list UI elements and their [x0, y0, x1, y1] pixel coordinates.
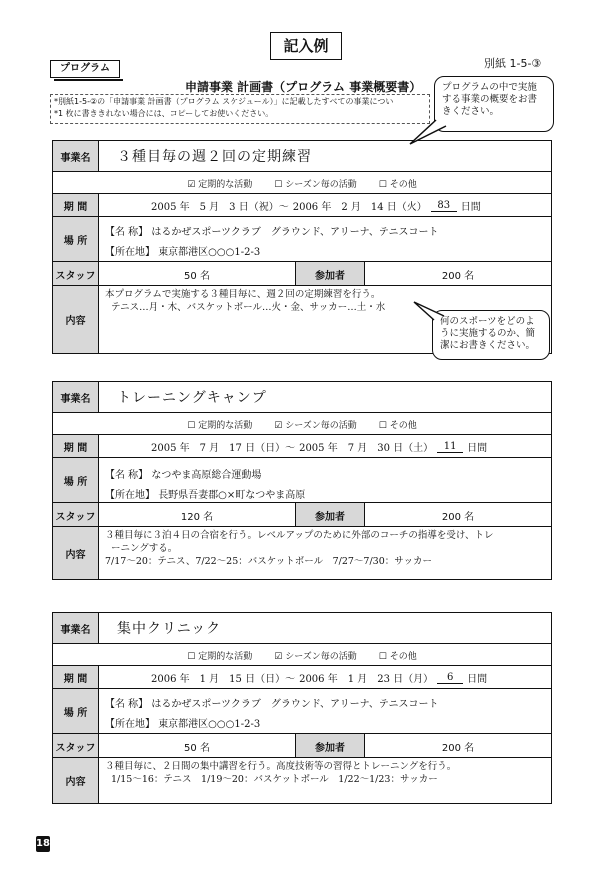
place-name: はるかぜスポーツクラブ グラウンド、アリーナ、テニスコート — [151, 699, 439, 710]
participants-header: 参加者 — [296, 262, 365, 286]
content-line-1: 本プログラムで実施する３種目毎に、週２回の定期練習を行う。 — [105, 289, 381, 300]
category-seasonal: ☑ シーズン毎の活動 — [274, 420, 357, 431]
staff-count: 120 名 — [99, 503, 296, 527]
participants-count: 200 名 — [441, 511, 475, 523]
page-number: 18 — [36, 836, 50, 852]
participants-header: 参加者 — [296, 734, 365, 758]
category-regular: ☑ 定期的な活動 — [187, 179, 253, 190]
checkbox-icon: ☐ — [187, 420, 196, 431]
place-row — [53, 216, 551, 262]
event-name: トレーニングキャンプ — [117, 390, 267, 406]
place-address-label: 【所在地】 — [105, 490, 155, 501]
checkbox-icon: ☐ — [187, 651, 196, 662]
period-row — [53, 434, 551, 458]
place-header: 場 所 — [53, 689, 99, 734]
period-row — [53, 665, 551, 689]
event-name-row — [53, 141, 551, 171]
content-line-2: 1/15～16：テニス 1/19～20：バスケットボール 1/22～1/23：サッカー — [111, 774, 438, 785]
period-start: 2005 年 7 月 17 日（日）～ — [151, 443, 296, 454]
place-address: 東京都港区○○○1-2-3 — [158, 247, 261, 258]
staff-row — [53, 502, 551, 527]
sports-callout: 何のスポーツをどのように実施するのか、簡潔にお書きください。 — [432, 310, 550, 360]
place-header: 場 所 — [53, 217, 99, 262]
place-address-label: 【所在地】 — [105, 719, 155, 730]
content-line-2: ーニングする。 — [111, 543, 178, 554]
days-unit: 日間 — [467, 674, 488, 685]
staff-count: 50 名 — [99, 734, 296, 758]
place-row — [53, 457, 551, 503]
category-other: ☐ その他 — [378, 651, 417, 662]
event-block-3 — [52, 612, 552, 804]
place-name: なつやま高原総合運動場 — [151, 470, 262, 481]
content-header: 内容 — [53, 286, 99, 353]
content-line-1: ３種目毎に３泊４日の合宿を行う。レベルアップのために外部のコーチの指導を受け、トレ — [105, 530, 494, 541]
days-unit: 日間 — [467, 443, 488, 454]
place-name-label: 【名 称】 — [105, 470, 149, 481]
period-start: 2006 年 1 月 15 日（日）～ — [151, 674, 296, 685]
program-badge: プログラム — [50, 60, 120, 78]
overview-callout: プログラムの中で実施する事業の概要をお書きください。 — [434, 76, 554, 132]
checkbox-icon: ☐ — [378, 179, 387, 190]
staff-header: スタッフ — [53, 503, 99, 527]
content-header: 内容 — [53, 758, 99, 803]
period-start: 2005 年 5 月 3 日（祝）～ — [151, 202, 289, 213]
place-header: 場 所 — [53, 458, 99, 503]
event-name-row — [53, 382, 551, 412]
content-line-3: 7/17～20：テニス、7/22～25：バスケットボール 7/27～7/30：サッカー — [105, 556, 433, 567]
event-block-2 — [52, 381, 552, 580]
event-name: ３種目毎の週２回の定期練習 — [117, 149, 312, 165]
content-line-2: テニス…月・木、バスケットボール…火・金、サッカー…土・水 — [111, 302, 386, 313]
staff-header: スタッフ — [53, 734, 99, 758]
note-line-2: *1 枚に書ききれない場合には、コピーしてお使いください。 — [54, 109, 274, 118]
participants-count: 200 名 — [441, 270, 475, 282]
category-row — [53, 171, 551, 194]
category-seasonal: ☐ シーズン毎の活動 — [274, 179, 357, 190]
note-line-1: *別紙1-5-②の「申請事業 計画書（プログラム スケジュール）」に記載したすべての事業につい — [54, 97, 394, 106]
content-header: 内容 — [53, 527, 99, 579]
event-name-header: 事業名 — [53, 141, 99, 171]
category-regular: ☐ 定期的な活動 — [187, 420, 253, 431]
period-end: 2006 年 2 月 14 日（火） — [292, 202, 427, 213]
checkbox-icon: ☐ — [378, 651, 387, 662]
period-days: 83 — [431, 200, 457, 212]
sample-title: 記入例 — [270, 32, 342, 60]
event-name: 集中クリニック — [117, 621, 222, 637]
category-row — [53, 643, 551, 666]
period-header: 期 間 — [53, 435, 99, 458]
event-name-header: 事業名 — [53, 613, 99, 643]
content-row — [53, 757, 551, 803]
form-reference: 別紙 1-5-③ — [484, 57, 542, 70]
category-seasonal: ☑ シーズン毎の活動 — [274, 651, 357, 662]
place-address: 長野県吾妻郡○×町なつやま高原 — [158, 490, 306, 501]
place-address: 東京都港区○○○1-2-3 — [158, 719, 261, 730]
period-header: 期 間 — [53, 194, 99, 217]
notes-box — [50, 94, 430, 124]
content-row — [53, 526, 551, 579]
checkbox-icon: ☑ — [274, 420, 283, 431]
participants-header: 参加者 — [296, 503, 365, 527]
checkbox-icon: ☑ — [274, 651, 283, 662]
sports-callout-tail — [410, 300, 446, 322]
period-header: 期 間 — [53, 666, 99, 689]
period-days: 11 — [437, 441, 463, 453]
staff-row — [53, 261, 551, 286]
checkbox-icon: ☑ — [187, 179, 196, 190]
category-row — [53, 412, 551, 435]
place-name-label: 【名 称】 — [105, 227, 149, 238]
participants-count: 200 名 — [441, 742, 475, 754]
place-row — [53, 688, 551, 734]
days-unit: 日間 — [460, 202, 481, 213]
category-regular: ☐ 定期的な活動 — [187, 651, 253, 662]
overview-callout-tail — [408, 118, 448, 146]
checkbox-icon: ☐ — [274, 179, 283, 190]
event-name-row — [53, 613, 551, 643]
place-name-label: 【名 称】 — [105, 699, 149, 710]
period-end: 2005 年 7 月 30 日（土） — [299, 443, 434, 454]
event-name-header: 事業名 — [53, 382, 99, 412]
checkbox-icon: ☐ — [378, 420, 387, 431]
form-title: 申請事業 計画書（プログラム 事業概要書） — [185, 80, 422, 94]
staff-count: 50 名 — [99, 262, 296, 286]
category-other: ☐ その他 — [378, 179, 417, 190]
period-row — [53, 193, 551, 217]
staff-row — [53, 733, 551, 758]
staff-header: スタッフ — [53, 262, 99, 286]
place-address-label: 【所在地】 — [105, 247, 155, 258]
category-other: ☐ その他 — [378, 420, 417, 431]
place-name: はるかぜスポーツクラブ グラウンド、アリーナ、テニスコート — [151, 227, 439, 238]
content-line-1: ３種目毎に、２日間の集中講習を行う。高度技術等の習得とトレーニングを行う。 — [105, 761, 457, 772]
period-days: 6 — [437, 672, 463, 684]
period-end: 2006 年 1 月 23 日（月） — [299, 674, 434, 685]
